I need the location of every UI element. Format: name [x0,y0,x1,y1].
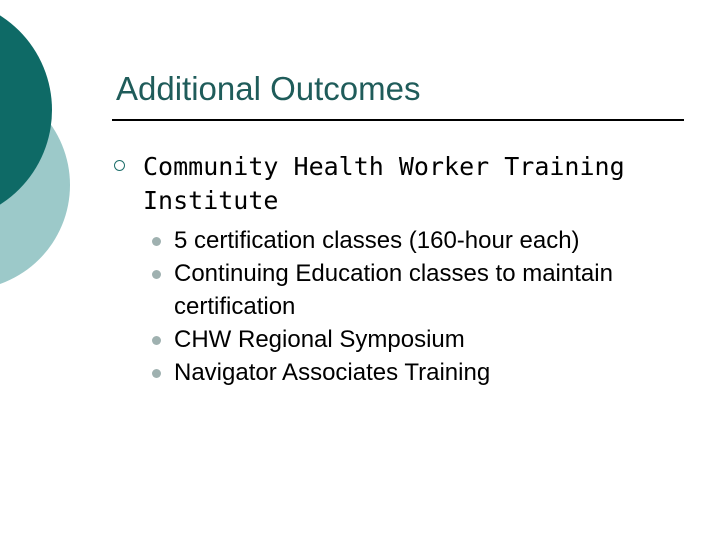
dot-bullet-icon [152,369,161,378]
sub-bullet-list [174,224,694,389]
list-item [174,356,694,389]
sub-bullet-text: 5 certification classes (160-hour each) [174,227,580,254]
sub-bullet-text: Navigator Associates Training [174,359,491,386]
list-item [174,257,694,323]
slide-title: Additional Outcomes [116,70,421,107]
list-item [174,323,694,356]
title-divider [112,119,684,121]
sub-bullet-text: Continuing Education classes to maintain certification [174,260,613,320]
dot-bullet-icon [152,270,161,279]
dot-bullet-icon [152,336,161,345]
main-bullet-text: Community Health Worker Training Institute [143,152,625,215]
sub-bullet-text: CHW Regional Symposium [174,326,465,353]
hollow-circle-bullet-icon [114,160,125,171]
list-item [174,224,694,257]
decorative-circles [0,0,90,300]
dot-bullet-icon [152,237,161,246]
